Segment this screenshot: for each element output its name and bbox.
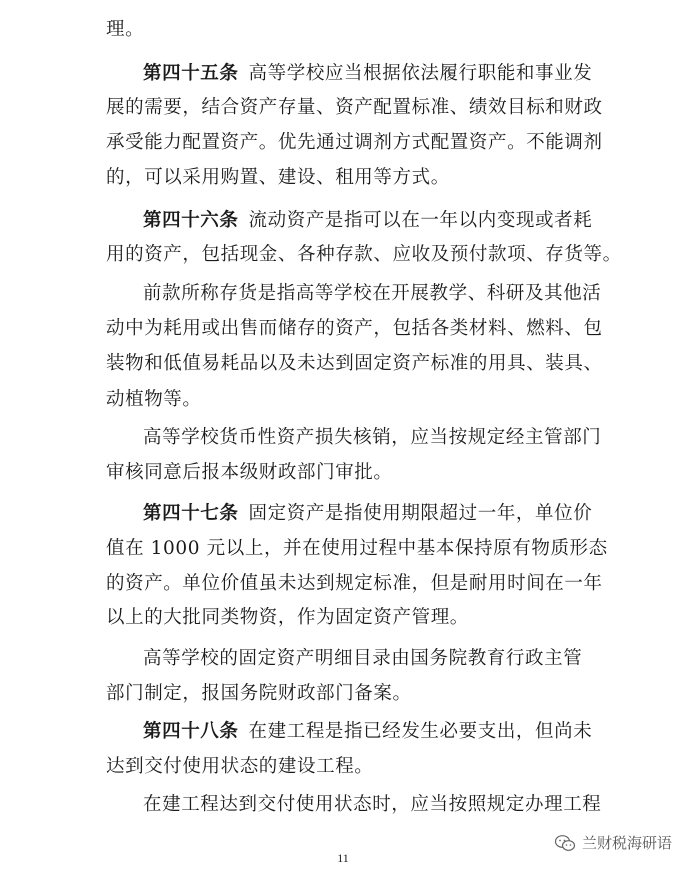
text-line: 用的资产，包括现金、各种存款、应收及预付款项、存货等。 xyxy=(106,244,622,265)
text-line: 承受能力配置资产。优先通过调剂方式配置资产。不能调剂 xyxy=(106,132,603,153)
text-line: 装物和低值易耗品以及未达到固定资产标准的用具、装具、 xyxy=(106,353,603,374)
text-line: 理。 xyxy=(106,19,145,40)
watermark xyxy=(554,832,672,853)
text-line: 审核同意后报本级财政部门审批。 xyxy=(106,462,393,483)
article-46-label: 第四十六条 xyxy=(143,210,239,231)
text-line: 值在 1000 元以上，并在使用过程中基本保持原有物质形态 xyxy=(106,538,608,559)
article-47-label: 第四十七条 xyxy=(143,503,239,524)
text-line: 的资产。单位价值虽未达到规定标准，但是耐用时间在一年 xyxy=(106,573,603,594)
text-line: 高等学校货币性资产损失核销，应当按规定经主管部门 xyxy=(143,427,602,448)
text-line: 动植物等。 xyxy=(106,389,202,410)
text-line: 高等学校的固定资产明细目录由国务院教育行政主管 xyxy=(143,648,583,669)
wechat-icon xyxy=(554,834,576,852)
text-segment: 流动资产是指可以在一年以内变现或者耗 xyxy=(248,210,593,231)
text-line: 的，可以采用购置、建设、租用等方式。 xyxy=(106,167,450,188)
text-line: 以上的大批同类物资，作为固定资产管理。 xyxy=(106,607,469,628)
text-line: 部门制定，报国务院财政部门备案。 xyxy=(106,683,412,704)
article-48-label: 第四十八条 xyxy=(143,721,239,742)
text-line: 展的需要，结合资产存量、资产配置标准、绩效目标和财政 xyxy=(106,97,603,118)
text-line: 前款所称存货是指高等学校在开展教学、科研及其他活 xyxy=(143,283,602,304)
text-segment: 固定资产是指使用期限超过一年，单位价 xyxy=(248,503,593,524)
article-48-line xyxy=(143,720,633,744)
page-number: 11 xyxy=(337,851,349,865)
article-47-line xyxy=(143,502,633,526)
article-45-line xyxy=(143,62,633,86)
text-line: 达到交付使用状态的建设工程。 xyxy=(106,756,374,777)
text-line: 动中为耗用或出售而储存的资产，包括各类材料、燃料、包 xyxy=(106,318,603,339)
article-46-line xyxy=(143,209,633,233)
article-45-label: 第四十五条 xyxy=(143,63,239,84)
text-segment: 高等学校应当根据依法履行职能和事业发 xyxy=(248,63,593,84)
watermark-text: 兰财税海研语 xyxy=(581,834,672,852)
text-segment: 在建工程是指已经发生必要支出，但尚未 xyxy=(248,721,593,742)
text-line: 在建工程达到交付使用状态时，应当按照规定办理工程 xyxy=(143,794,602,815)
